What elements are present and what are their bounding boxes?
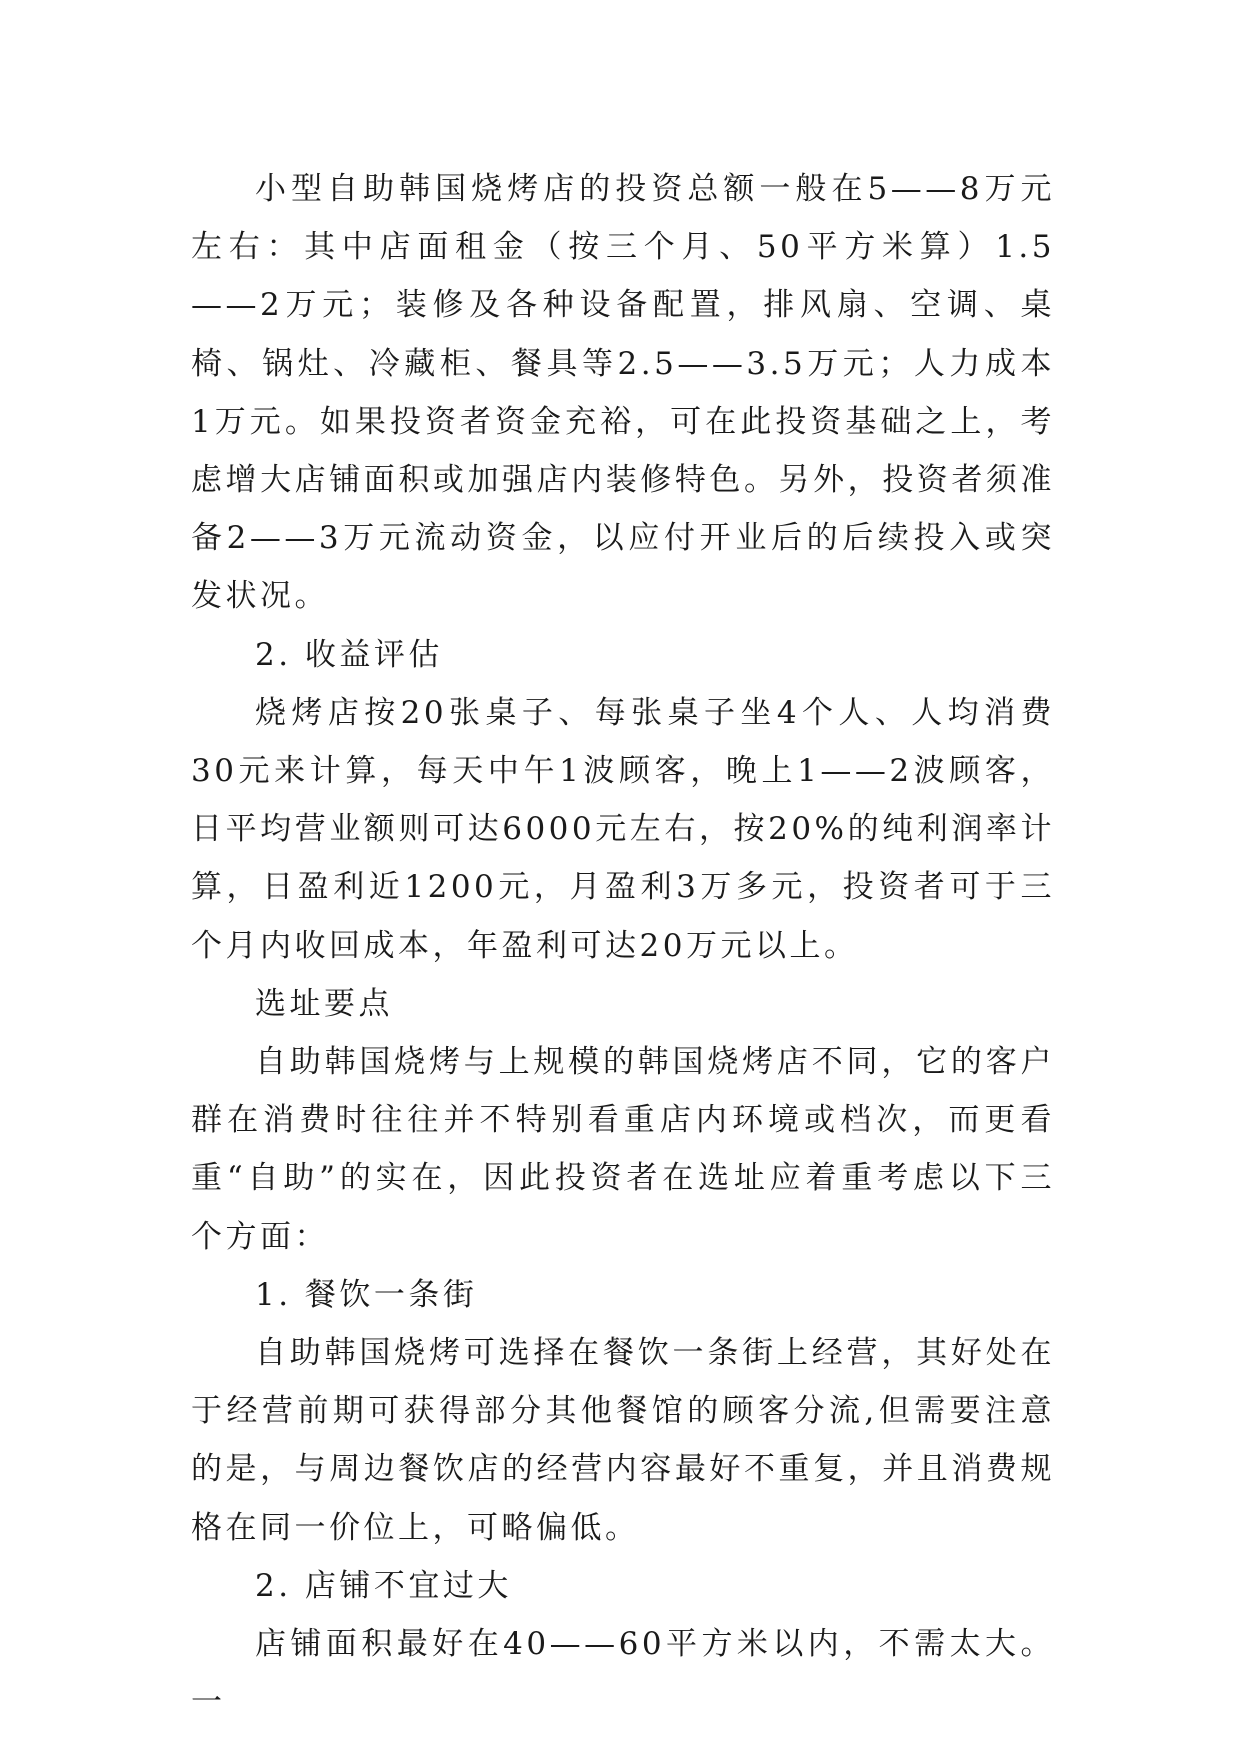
paragraph-store-size: 店铺面积最好在40——60平方米以内，不需太大。一 [191, 1626, 1055, 1721]
paragraph-investment: 小型自助韩国烧烤店的投资总额一般在5——8万元左右：其中店面租金（按三个月、50平方米算）1.5——2万元；装修及各种设备配置，排风扇、空调、桌椅、锅灶、冷藏柜、餐具等2.5——3.5万元；人力成本1万元。如果投资者资金充裕，可在此投资基础之上，考虑增大店铺面积或加强店内装修特色。另外，投资者须准备2——3万元流动资金，以应付开业后的后续投入或突发状况。 [191, 171, 1055, 615]
paragraph-revenue: 烧烤店按20张桌子、每张桌子坐4个人、人均消费30元来计算，每天中午1波顾客，晚上1——2波顾客，日平均营业额则可达6000元左右，按20%的纯利润率计算，日盈利近1200元，月盈利3万多元，投资者可于三个月内收回成本，年盈利可达20万元以上。 [191, 694, 1055, 964]
paragraph-site-selection: 自助韩国烧烤与上规模的韩国烧烤店不同，它的客户群在消费时往往并不特别看重店内环境或档次，而更看重“自助”的实在，因此投资者在选址应着重考虑以下三个方面： [191, 1044, 1055, 1255]
heading-food-street: 1. 餐饮一条街 [255, 1276, 478, 1313]
heading-revenue-assessment: 2. 收益评估 [255, 636, 443, 673]
heading-site-selection: 选址要点 [255, 985, 393, 1022]
document-body [191, 160, 1055, 1731]
paragraph-food-street: 自助韩国烧烤可选择在餐饮一条街上经营，其好处在于经营前期可获得部分其他餐馆的顾客分流,但需要注意的是，与周边餐饮店的经营内容最好不重复，并且消费规格在同一价位上，可略偏低。 [191, 1335, 1055, 1546]
heading-store-size: 2. 店铺不宜过大 [255, 1567, 512, 1604]
